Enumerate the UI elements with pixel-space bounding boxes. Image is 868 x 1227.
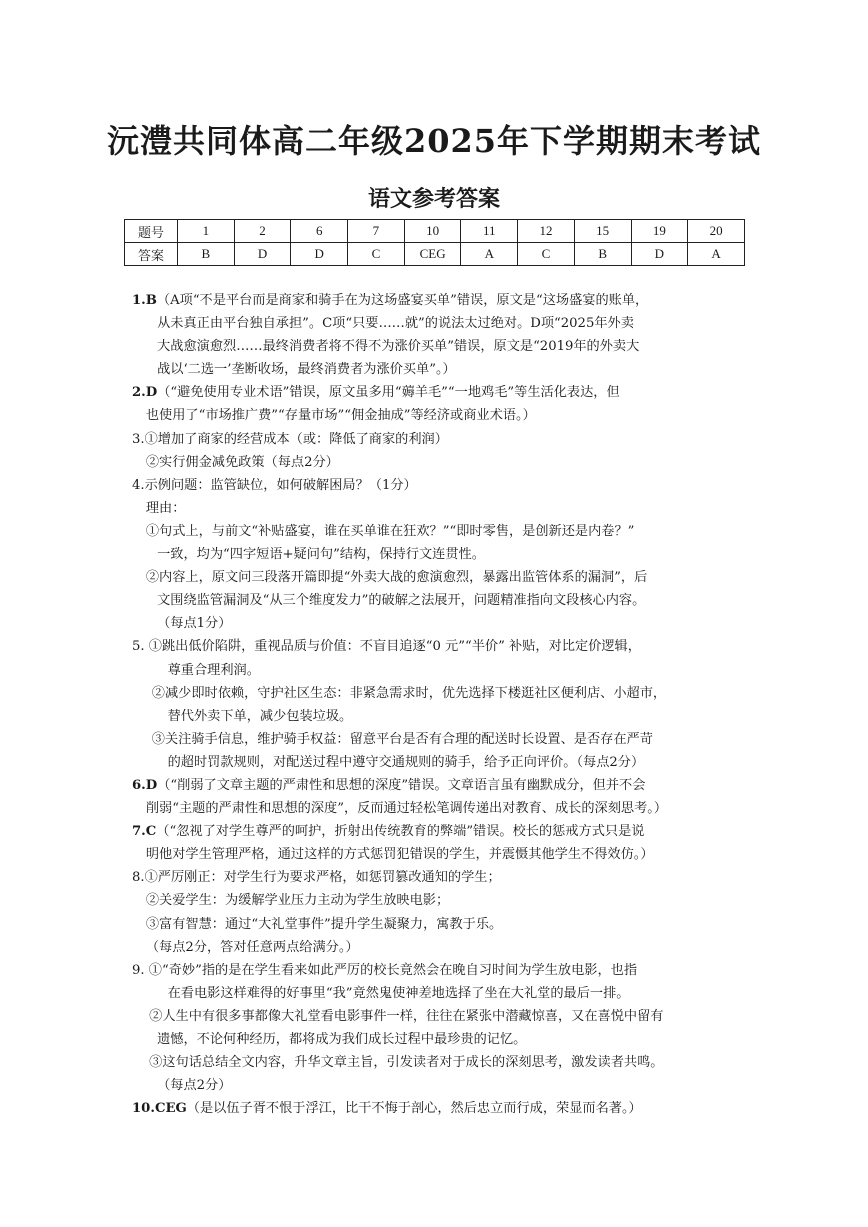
- item-text: 在看电影这样难得的好事里“我”竟然鬼使神差地选择了坐在大礼堂的最后一排。: [167, 985, 630, 1001]
- question-cell: 20: [688, 220, 745, 243]
- answer-cell: A: [688, 243, 745, 266]
- answer-item-1: [132, 289, 746, 381]
- item-text: （A项“不是平台而是商家和骑手在为这场盛宴买单”错误，原文是“这场盛宴的账单，: [156, 293, 649, 308]
- item-text: ②内容上，原文问三段落开篇即提“外卖大战的愈演愈烈，暴露出监管体系的漏洞”，后: [145, 570, 648, 586]
- item-text: 9. ①“奇妙”指的是在学生看来如此严厉的校长竟然会在晚自习时间为学生放电影，也指: [132, 962, 638, 978]
- answer-item-8: [132, 866, 746, 958]
- answer-cell: D: [631, 243, 688, 266]
- question-cell: 15: [574, 220, 631, 243]
- item-text: 的超时罚款规则，对配送过程中遵守交通规则的骑手，给予正向评价。（每点2分）: [167, 754, 645, 770]
- question-cell: 19: [631, 220, 688, 243]
- answer-explanations: [132, 289, 746, 1120]
- item-text: 替代外卖下单，减少包装垃圾。: [167, 708, 353, 724]
- item-number: 10.CEG: [132, 1101, 187, 1117]
- question-cell: 7: [348, 220, 405, 243]
- item-text: （每点1分）: [157, 616, 232, 632]
- answer-cell: B: [178, 243, 235, 266]
- item-text: 从未真正由平台独自承担”。C项“只要……就”的说法太过绝对。D项“2025年外卖: [157, 316, 634, 332]
- item-text: 4.示例问题：监管缺位，如何破解困局？（1分）: [132, 477, 417, 493]
- item-text: （每点2分）: [157, 1078, 232, 1094]
- item-text: 理由：: [145, 500, 186, 516]
- item-text: 8.①严厉刚正：对学生行为要求严格，如惩罚篡改通知的学生；: [132, 870, 501, 886]
- item-text: （是以伍子胥不恨于浮江，比干不悔于剖心，然后忠立而行成，荣显而名著。）: [186, 1101, 642, 1117]
- item-text: ③关注骑手信息，维护骑手权益：留意平台是否有合理的配送时长设置、是否存在严苛: [151, 731, 653, 747]
- item-text: （“削弱了文章主题的严肃性和思想的深度”错误。文章语言虽有幽默成分，但并不会: [157, 777, 646, 793]
- question-row-label: 题号: [125, 220, 178, 243]
- question-cell: 6: [291, 220, 348, 243]
- item-text: 明他对学生管理严格，通过这样的方式惩罚犯错误的学生，并震慑其他学生不得效仿。）: [145, 847, 654, 863]
- item-text: ②人生中有很多事都像大礼堂看电影事件一样，往往在紧张中潜藏惊喜，又在喜悦中留有: [149, 1008, 664, 1024]
- answer-item-10: [132, 1097, 746, 1120]
- answer-cell: B: [574, 243, 631, 266]
- answer-cell: C: [518, 243, 575, 266]
- item-text: ②减少即时依赖，守护社区生态：非紧急需求时，优先选择下楼逛社区便利店、小超市，: [151, 685, 667, 701]
- item-number: 6.D: [132, 777, 158, 793]
- item-text: 也使用了“市场推广费”“存量市场”“佣金抽成”等经济或商业术语。）: [145, 408, 536, 424]
- question-cell: 12: [518, 220, 575, 243]
- item-text: 遗憾，不论何种经历，都将成为我们成长过程中最珍贵的记忆。: [157, 1032, 527, 1047]
- answer-cell: D: [291, 243, 348, 266]
- item-text: ②关爱学生：为缓解学业压力主动为学生放映电影；: [145, 893, 450, 909]
- answer-cell: CEG: [404, 243, 461, 266]
- item-number: 2.D: [132, 385, 158, 401]
- question-row: [125, 220, 745, 243]
- answer-item-9: [132, 959, 746, 1098]
- item-text: （“忽视了对学生尊严的呵护，折射出传统教育的弊端”错误。校长的惩戒方式只是说: [156, 824, 645, 840]
- answer-cell: D: [234, 243, 291, 266]
- answer-item-7: [132, 820, 746, 866]
- answer-row-label: 答案: [125, 243, 178, 266]
- answer-item-4: [132, 474, 746, 636]
- answer-item-2: [132, 381, 746, 427]
- question-cell: 10: [404, 220, 461, 243]
- question-cell: 1: [178, 220, 235, 243]
- item-text: 削弱“主题的严肃性和思想的深度”，反而通过轻松笔调传递出对教育、成长的深刻思考。）: [145, 801, 668, 817]
- page-subtitle: 语文参考答案: [367, 186, 500, 212]
- answer-cell: C: [348, 243, 405, 266]
- answer-table: [124, 219, 745, 266]
- item-text: 一致，均为“四字短语+疑问句”结构，保持行文连贯性。: [157, 547, 485, 563]
- answer-item-5: [132, 635, 746, 774]
- answer-cell: A: [461, 243, 518, 266]
- item-text: （“避免使用专业术语”错误，原文虽多用“薅羊毛”“一地鸡毛”等生活化表达，但: [157, 385, 620, 401]
- item-text: 文围绕监管漏洞及“从三个维度发力”的破解之法展开，问题精准指向文段核心内容。: [157, 593, 646, 609]
- item-text: 3.①增加了商家的经营成本（或：降低了商家的利润）: [132, 431, 448, 447]
- question-cell: 11: [461, 220, 518, 243]
- question-cell: 2: [234, 220, 291, 243]
- item-text: ②实行佣金减免政策（每点2分）: [145, 454, 339, 470]
- item-number: 1.B: [132, 293, 157, 308]
- answer-row: [125, 243, 745, 266]
- item-text: （每点2分，答对任意两点给满分。）: [145, 939, 359, 955]
- answer-item-3: [132, 428, 746, 474]
- item-text: 战以‘二选一’垄断收场，最终消费者为涨价买单”。）: [157, 362, 456, 378]
- item-text: ①句式上，与前文“补贴盛宴，谁在买单谁在狂欢？”“即时零售，是创新还是内卷？”: [145, 523, 635, 539]
- item-text: 尊重合理利润。: [167, 662, 260, 678]
- item-text: 5. ①跳出低价陷阱，重视品质与价值：不盲目追逐“0 元”“半价” 补贴，对比定价逻辑，: [132, 639, 641, 655]
- item-text: ③这句话总结全文内容，升华文章主旨，引发读者对于成长的深刻思考，激发读者共鸣。: [149, 1055, 664, 1071]
- item-text: ③富有智慧：通过“大礼堂事件”提升学生凝聚力，寓教于乐。: [145, 916, 503, 932]
- page-title: 沅澧共同体高二年级2025年下学期期末考试: [106, 122, 762, 160]
- item-text: 大战愈演愈烈……最终消费者将不得不为涨价买单”错误，原文是“2019年的外卖大: [157, 339, 640, 355]
- item-number: 7.C: [132, 824, 157, 840]
- answer-item-6: [132, 774, 746, 820]
